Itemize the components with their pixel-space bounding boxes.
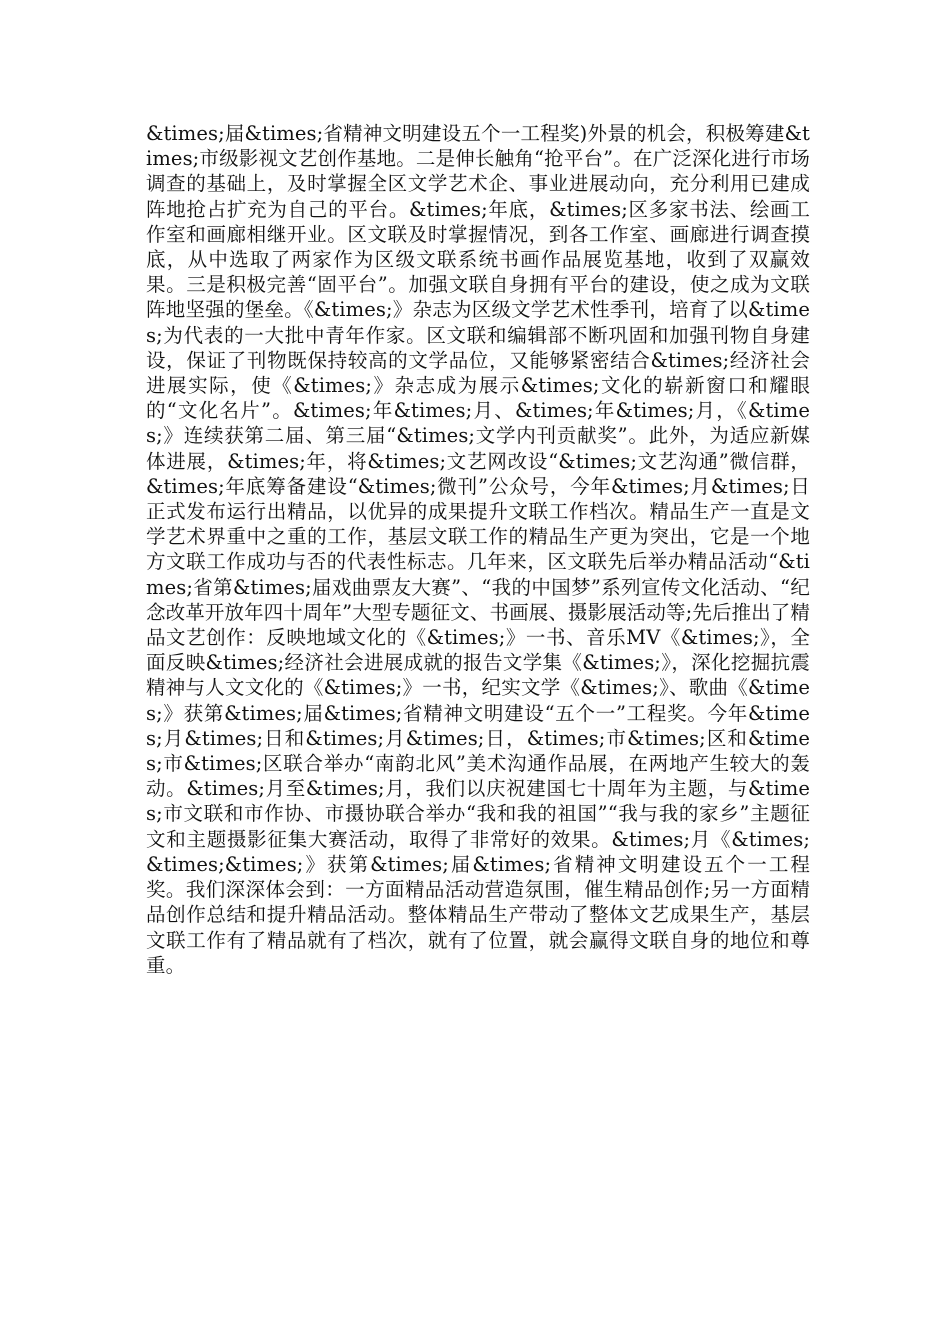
body-paragraph: &times;届&times;省精神文明建设五个一工程奖)外景的机会，积极筹建&times;市级影视文艺创作基地。二是伸长触角“抢平台”。在广泛深化进行市场调查的基础上，及时掌握全区文学艺术企、事业进展动向，充分利用已建成阵地抢占扩充为自己的平台。&times;年底，&times;区多家书法、绘画工作室和画廊相继开业。区文联及时掌握情况，到各工作室、画廊进行调查摸底，从中选取了两家作为区级文联系统书画作品展览基地，收到了双赢效果。三是积极完善“固平台”。加强文联自身拥有平台的建设，使之成为文联阵地坚强的堡垒。《&times;》杂志为区级文学艺术性季刊，培育了以&times;为代表的一大批中青年作家。区文联和编辑部不断巩固和加强刊物自身建设，保证了刊物既保持较高的文学品位，又能够紧密结合&times;经济社会进展实际，使《&times;》杂志成为展示&times;文化的崭新窗口和耀眼的“文化名片”。&times;年&times;月、&times;年&times;月，《&times;》连续获第二届、第三届“&times;文学内刊贡献奖”。此外，为适应新媒体进展，&times;年，将&times;文艺网改设“&times;文艺沟通”微信群，&times;年底筹备建设“&times;微刊”公众号，今年&times;月&times;日正式发布运行出精品，以优异的成果提升文联工作档次。精品生产一直是文学艺术界重中之重的工作，基层文联工作的精品生产更为突出，它是一个地方文联工作成功与否的代表性标志。几年来，区文联先后举办精品活动“&times;省第&times;届戏曲票友大赛”、“我的中国梦”系列宣传文化活动、“纪念改革开放年四十周年”大型专题征文、书画展、摄影展活动等;先后推出了精品文艺创作：反映地域文化的《&times;》一书、音乐MV《&times;》，全面反映&times;经济社会进展成就的报告文学集《&times;》，深化挖掘抗震精神与人文文化的《&times;》一书，纪实文学《&times;》、歌曲《&times;》获第&times;届&times;省精神文明建设“五个一”工程奖。今年&times;月&times;日和&times;月&times;日，&times;市&times;区和&times;市&times;区联合举办“南韵北风”美术沟通作品展，在两地产生较大的轰动。&times;月至&times;月，我们以庆祝建国七十周年为主题，与&times;市文联和市作协、市摄协联合举办“我和我的祖国”“我与我的家乡”主题征文和主题摄影征集大赛活动，取得了非常好的效果。&times;月《&times;&times;&times;》获第&times;届&times;省精神文明建设五个一工程奖。我们深深体会到：一方面精品活动营造氛围，催生精品创作;另一方面精品创作总结和提升精品活动。整体精品生产带动了整体文艺成果生产，基层文联工作有了精品就有了档次，就有了位置，就会赢得文联自身的地位和尊重。 (146, 122, 810, 977)
